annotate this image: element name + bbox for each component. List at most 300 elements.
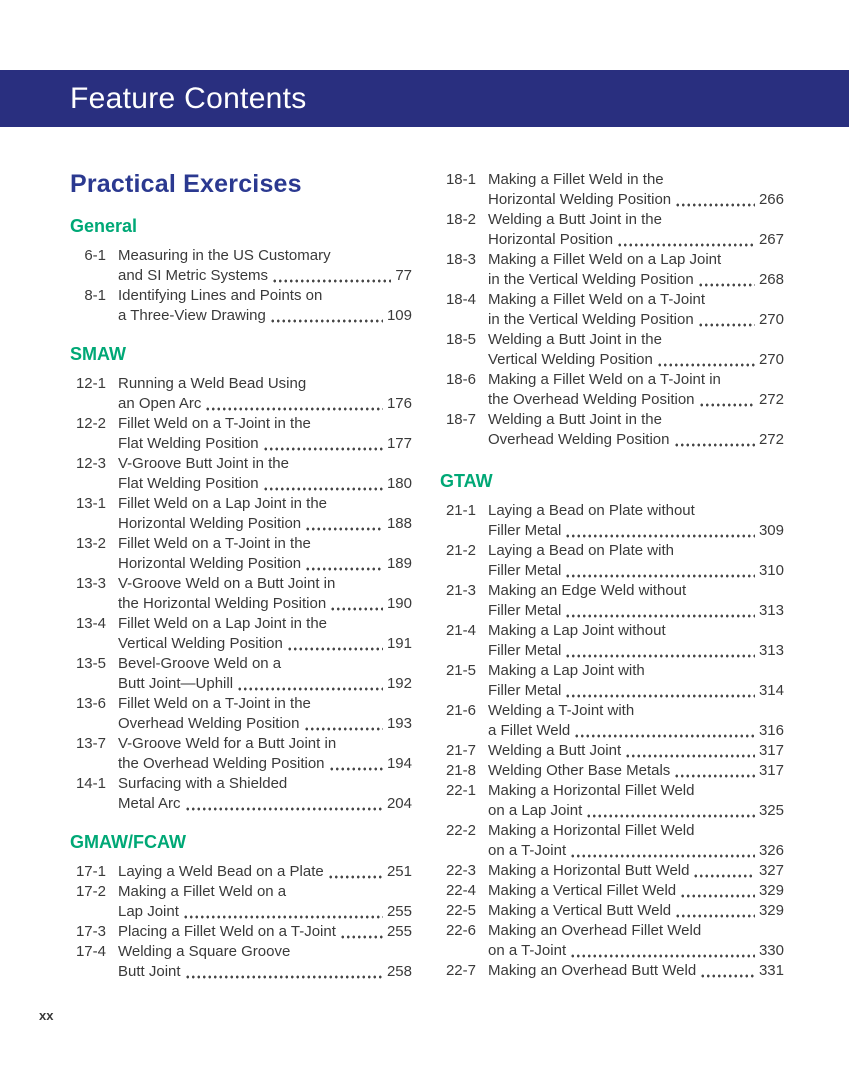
entry-last-line: [488, 430, 784, 450]
entry-line-text: Overhead Welding Position: [118, 715, 300, 732]
entry-last-line: [488, 521, 784, 541]
exercise-number: 13-5: [75, 655, 106, 672]
entry-title: [118, 454, 412, 494]
entry-line-text: Laying a Bead on Plate with: [488, 542, 674, 559]
dot-leader: [303, 714, 383, 734]
entry-last-line: [488, 961, 784, 981]
dot-leader: [328, 754, 383, 774]
entry-last-line: [118, 434, 412, 454]
exercise-number: 18-7: [445, 411, 476, 428]
entry-line-text: on a T-Joint: [488, 942, 567, 959]
dot-leader: [327, 862, 383, 882]
dot-leader: [184, 794, 383, 814]
entry-line-text: a Fillet Weld: [488, 722, 571, 739]
dot-leader: [262, 474, 383, 494]
entry-line-text: Flat Welding Position: [118, 475, 259, 492]
entry-title: [118, 694, 412, 734]
entry-title: [488, 290, 784, 330]
entry-last-line: [488, 310, 784, 330]
entry-title: [488, 961, 784, 981]
toc-entry: [70, 534, 412, 574]
exercise-number: 12-1: [75, 375, 106, 392]
entry-title: [118, 774, 412, 814]
exercise-number: 21-6: [445, 702, 476, 719]
entry-line-text: Laying a Bead on Plate without: [488, 502, 695, 519]
toc-entry: [70, 574, 412, 614]
dot-leader: [262, 434, 383, 454]
entry-line-text: Making an Edge Weld without: [488, 582, 687, 599]
entry-title: [118, 286, 412, 326]
entry-last-line: [118, 714, 412, 734]
entry-page-number: 317: [758, 742, 784, 759]
entry-title: [488, 210, 784, 250]
toc-entry: [440, 921, 784, 961]
dot-leader: [569, 841, 755, 861]
entry-line-text: Making an Overhead Fillet Weld: [488, 922, 702, 939]
toc-entry: [440, 290, 784, 330]
entry-title: [488, 370, 784, 410]
entry-title: [118, 862, 412, 882]
exercise-number: 22-6: [445, 922, 476, 939]
exercise-number: 18-6: [445, 371, 476, 388]
dot-leader: [569, 941, 755, 961]
entry-last-line: [488, 861, 784, 881]
entry-line-text: Measuring in the US Customary: [118, 247, 331, 264]
entry-title: [118, 734, 412, 774]
entry-line-text: Making an Overhead Butt Weld: [488, 962, 697, 979]
entry-last-line: [118, 474, 412, 494]
exercise-number: 13-6: [75, 695, 106, 712]
toc-entry: [70, 414, 412, 454]
entry-title: [488, 781, 784, 821]
entry-line-text: Filler Metal: [488, 522, 562, 539]
exercise-number: 21-1: [445, 502, 476, 519]
dot-leader: [564, 521, 755, 541]
entry-page-number: 314: [758, 682, 784, 699]
dot-leader: [573, 721, 755, 741]
exercise-number: 21-4: [445, 622, 476, 639]
entry-last-line: [488, 801, 784, 821]
entry-line-text: Metal Arc: [118, 795, 181, 812]
toc-entry: [440, 881, 784, 901]
entry-title: [118, 654, 412, 694]
toc-entry: [70, 286, 412, 326]
dot-leader: [674, 190, 755, 210]
entry-line-text: Horizontal Welding Position: [118, 515, 302, 532]
entry-page-number: 309: [758, 522, 784, 539]
entry-line-text: Fillet Weld on a T-Joint in the: [118, 695, 311, 712]
toc-entry: [70, 246, 412, 286]
entry-page-number: 251: [386, 863, 412, 880]
dot-leader: [204, 394, 383, 414]
entry-line-text: Fillet Weld on a Lap Joint in the: [118, 495, 328, 512]
entry-title: [488, 541, 784, 581]
exercise-number: 17-3: [75, 923, 106, 940]
entry-line-text: Welding a Butt Joint in the: [488, 331, 662, 348]
entry-last-line: [488, 561, 784, 581]
entry-line-text: Flat Welding Position: [118, 435, 259, 452]
exercise-number: 22-7: [445, 962, 476, 979]
toc-entry: [70, 882, 412, 922]
dot-leader: [564, 641, 755, 661]
exercise-number: 17-4: [75, 943, 106, 960]
toc-entry: [440, 661, 784, 701]
entry-line-text: Horizontal Welding Position: [488, 191, 672, 208]
entry-title: [488, 170, 784, 210]
dot-leader: [564, 681, 755, 701]
entry-last-line: [488, 230, 784, 250]
exercise-number: 22-4: [445, 882, 476, 899]
entry-line-text: Welding a T-Joint with: [488, 702, 635, 719]
entry-last-line: [488, 681, 784, 701]
toc-entry: [70, 734, 412, 774]
exercise-number: 13-2: [75, 535, 106, 552]
exercise-number: 13-4: [75, 615, 106, 632]
dot-leader: [304, 554, 383, 574]
entry-page-number: 272: [758, 391, 784, 408]
entry-title: [118, 494, 412, 534]
exercise-number: 8-1: [84, 287, 106, 304]
entry-last-line: [118, 554, 412, 574]
exercise-number: 21-8: [445, 762, 476, 779]
dot-leader: [286, 634, 383, 654]
toc-entry: [70, 862, 412, 882]
entry-line-text: V-Groove Weld on a Butt Joint in: [118, 575, 336, 592]
entry-line-text: the Overhead Welding Position: [118, 755, 325, 772]
entry-page-number: 317: [758, 762, 784, 779]
exercise-number: 6-1: [84, 247, 106, 264]
dot-leader: [673, 430, 755, 450]
entry-last-line: [118, 306, 412, 326]
toc-entry: [70, 454, 412, 494]
entry-line-text: the Horizontal Welding Position: [118, 595, 327, 612]
section-heading-gtaw: GTAW: [440, 471, 493, 491]
entry-page-number: 192: [386, 675, 412, 692]
entry-line-text: Horizontal Position: [488, 231, 614, 248]
entry-last-line: [488, 190, 784, 210]
entry-last-line: [118, 862, 412, 882]
dot-leader: [673, 761, 755, 781]
toc-entry: [70, 614, 412, 654]
toc-entry: [440, 701, 784, 741]
entry-page-number: 331: [758, 962, 784, 979]
entry-page-number: 327: [758, 862, 784, 879]
dot-leader: [339, 922, 383, 942]
toc-entry: [440, 410, 784, 450]
page-number: xx: [39, 1008, 54, 1023]
toc-entry: [440, 210, 784, 250]
exercise-number: 22-5: [445, 902, 476, 919]
dot-leader: [624, 741, 755, 761]
dot-leader: [674, 901, 755, 921]
entry-title: [488, 581, 784, 621]
entry-last-line: [118, 962, 412, 982]
toc-entry: [440, 501, 784, 541]
entry-page-number: 191: [386, 635, 412, 652]
exercise-number: 14-1: [75, 775, 106, 792]
entry-title: [488, 821, 784, 861]
entry-line-text: Identifying Lines and Points on: [118, 287, 323, 304]
toc-entry: [440, 861, 784, 881]
entry-line-text: Making a Horizontal Butt Weld: [488, 862, 690, 879]
entry-line-text: Overhead Welding Position: [488, 431, 670, 448]
dot-leader: [692, 861, 754, 881]
exercise-number: 13-3: [75, 575, 106, 592]
entry-line-text: Making a Vertical Fillet Weld: [488, 882, 677, 899]
dot-leader: [698, 390, 755, 410]
entry-title: [118, 614, 412, 654]
entry-last-line: [488, 901, 784, 921]
toc-entry: [70, 774, 412, 814]
entry-page-number: 255: [386, 923, 412, 940]
dot-leader: [679, 881, 755, 901]
toc-entry: [70, 374, 412, 414]
entry-line-text: in the Vertical Welding Position: [488, 311, 694, 328]
exercise-number: 18-3: [445, 251, 476, 268]
entry-title: [488, 330, 784, 370]
toc-entry: [440, 741, 784, 761]
entry-last-line: [488, 390, 784, 410]
toc-entry: [70, 942, 412, 982]
toc-entry: [440, 250, 784, 290]
entry-title: [488, 761, 784, 781]
entry-page-number: 325: [758, 802, 784, 819]
exercise-number: 18-1: [445, 171, 476, 188]
entry-last-line: [118, 754, 412, 774]
entry-line-text: Vertical Welding Position: [118, 635, 283, 652]
entry-title: [488, 621, 784, 661]
entry-page-number: 188: [386, 515, 412, 532]
entry-last-line: [488, 601, 784, 621]
toc-entry: [70, 694, 412, 734]
entry-page-number: 268: [758, 271, 784, 288]
entry-line-text: Lap Joint: [118, 903, 179, 920]
entry-line-text: Welding a Square Groove: [118, 943, 291, 960]
entry-page-number: 329: [758, 902, 784, 919]
toc-entry: [440, 541, 784, 581]
toc-entry: [440, 821, 784, 861]
entry-last-line: [118, 394, 412, 414]
entry-last-line: [118, 634, 412, 654]
entry-title: [118, 922, 412, 942]
entry-page-number: 266: [758, 191, 784, 208]
entry-page-number: 177: [386, 435, 412, 452]
dot-leader: [697, 270, 755, 290]
entry-line-text: Making a Fillet Weld on a Lap Joint: [488, 251, 722, 268]
dot-leader: [304, 514, 383, 534]
toc-column-left: [70, 170, 412, 982]
entry-title: [118, 574, 412, 614]
toc-entry: [70, 922, 412, 942]
entry-page-number: 313: [758, 642, 784, 659]
exercise-number: 13-1: [75, 495, 106, 512]
entry-last-line: [118, 794, 412, 814]
entry-line-text: Surfacing with a Shielded: [118, 775, 288, 792]
entry-line-text: Butt Joint—Uphill: [118, 675, 234, 692]
dot-leader: [697, 310, 755, 330]
entry-title: [118, 374, 412, 414]
toc-entry: [440, 170, 784, 210]
toc-entry: [440, 901, 784, 921]
entry-last-line: [118, 594, 412, 614]
toc-entry: [70, 654, 412, 694]
exercise-number: 21-2: [445, 542, 476, 559]
entry-last-line: [118, 266, 412, 286]
exercise-number: 17-2: [75, 883, 106, 900]
dot-leader: [616, 230, 755, 250]
entry-line-text: Filler Metal: [488, 682, 562, 699]
entry-last-line: [488, 761, 784, 781]
chapter-header-band: [0, 70, 849, 127]
entry-title: [488, 901, 784, 921]
entry-last-line: [488, 841, 784, 861]
entry-line-text: Making a Fillet Weld on a: [118, 883, 287, 900]
entry-page-number: 316: [758, 722, 784, 739]
entry-title: [488, 410, 784, 450]
toc-entry: [440, 961, 784, 981]
entry-last-line: [488, 721, 784, 741]
entry-page-number: 330: [758, 942, 784, 959]
section-heading-general: General: [70, 216, 138, 236]
dot-leader: [184, 962, 383, 982]
entry-line-text: on a T-Joint: [488, 842, 567, 859]
entry-page-number: 258: [386, 963, 412, 980]
entry-page-number: 189: [386, 555, 412, 572]
entry-line-text: Making a Horizontal Fillet Weld: [488, 782, 695, 799]
dot-leader: [182, 902, 383, 922]
exercise-number: 22-2: [445, 822, 476, 839]
section-heading-smaw: SMAW: [70, 344, 126, 364]
entry-line-text: Welding a Butt Joint in the: [488, 211, 662, 228]
entry-line-text: Making a Fillet Weld on a T-Joint in: [488, 371, 721, 388]
dot-leader: [269, 306, 383, 326]
dot-leader: [236, 674, 383, 694]
exercise-number: 18-2: [445, 211, 476, 228]
dot-leader: [564, 601, 755, 621]
entry-line-text: Welding Other Base Metals: [488, 762, 671, 779]
entry-title: [118, 882, 412, 922]
dot-leader: [656, 350, 755, 370]
entry-title: [488, 701, 784, 741]
entry-line-text: in the Vertical Welding Position: [488, 271, 694, 288]
entry-page-number: 180: [386, 475, 412, 492]
entry-line-text: the Overhead Welding Position: [488, 391, 695, 408]
entry-line-text: Making a Fillet Weld in the: [488, 171, 664, 188]
toc-entry: [440, 781, 784, 821]
entry-page-number: 176: [386, 395, 412, 412]
toc-column-right: [440, 170, 784, 981]
entry-title: [488, 250, 784, 290]
entry-page-number: 270: [758, 351, 784, 368]
entry-line-text: Filler Metal: [488, 642, 562, 659]
exercise-number: 12-2: [75, 415, 106, 432]
dot-leader: [564, 561, 755, 581]
exercise-number: 18-5: [445, 331, 476, 348]
entry-line-text: Fillet Weld on a T-Joint in the: [118, 535, 311, 552]
entry-page-number: 77: [395, 267, 412, 284]
entry-page-number: 313: [758, 602, 784, 619]
entry-title: [488, 501, 784, 541]
entry-page-number: 109: [386, 307, 412, 324]
entry-line-text: Fillet Weld on a Lap Joint in the: [118, 615, 328, 632]
toc-entry: [440, 370, 784, 410]
entry-last-line: [488, 641, 784, 661]
entry-last-line: [118, 514, 412, 534]
entry-line-text: Running a Weld Bead Using: [118, 375, 307, 392]
entry-page-number: 193: [386, 715, 412, 732]
entry-page-number: 190: [386, 595, 412, 612]
entry-page-number: 326: [758, 842, 784, 859]
page-header-title: Feature Contents: [70, 82, 307, 115]
entry-line-text: an Open Arc: [118, 395, 202, 412]
entry-page-number: 310: [758, 562, 784, 579]
exercise-number: 21-3: [445, 582, 476, 599]
dot-leader: [585, 801, 755, 821]
entry-line-text: Vertical Welding Position: [488, 351, 653, 368]
entry-line-text: Laying a Weld Bead on a Plate: [118, 863, 324, 880]
entry-line-text: Making a Lap Joint with: [488, 662, 645, 679]
entry-last-line: [118, 922, 412, 942]
toc-entry: [440, 761, 784, 781]
toc-entry: [440, 621, 784, 661]
exercise-number: 22-3: [445, 862, 476, 879]
entry-line-text: Making a Lap Joint without: [488, 622, 666, 639]
entry-line-text: V-Groove Butt Joint in the: [118, 455, 289, 472]
entry-line-text: Bevel-Groove Weld on a: [118, 655, 282, 672]
entry-line-text: Welding a Butt Joint in the: [488, 411, 662, 428]
entry-title: [488, 661, 784, 701]
entry-line-text: Filler Metal: [488, 602, 562, 619]
entry-line-text: Fillet Weld on a T-Joint in the: [118, 415, 311, 432]
dot-leader: [329, 594, 383, 614]
entry-last-line: [488, 741, 784, 761]
entry-title: [488, 881, 784, 901]
toc-entry: [440, 330, 784, 370]
entry-last-line: [118, 902, 412, 922]
entry-line-text: a Three-View Drawing: [118, 307, 266, 324]
entry-line-text: Making a Vertical Butt Weld: [488, 902, 672, 919]
entry-line-text: on a Lap Joint: [488, 802, 583, 819]
entry-line-text: Welding a Butt Joint: [488, 742, 622, 759]
entry-title: [118, 246, 412, 286]
entry-title: [118, 942, 412, 982]
dot-leader: [699, 961, 755, 981]
entry-line-text: Butt Joint: [118, 963, 181, 980]
entry-line-text: Horizontal Welding Position: [118, 555, 302, 572]
entry-title: [488, 741, 784, 761]
entry-title: [488, 861, 784, 881]
entry-line-text: Making a Fillet Weld on a T-Joint: [488, 291, 706, 308]
exercise-number: 21-5: [445, 662, 476, 679]
entry-title: [118, 534, 412, 574]
entry-line-text: Placing a Fillet Weld on a T-Joint: [118, 923, 336, 940]
entry-line-text: V-Groove Weld for a Butt Joint in: [118, 735, 337, 752]
exercise-number: 22-1: [445, 782, 476, 799]
entry-line-text: Making a Horizontal Fillet Weld: [488, 822, 695, 839]
entry-last-line: [488, 881, 784, 901]
entry-title: [118, 414, 412, 454]
exercise-number: 12-3: [75, 455, 106, 472]
entry-page-number: 329: [758, 882, 784, 899]
exercise-number: 17-1: [75, 863, 106, 880]
entry-title: [488, 921, 784, 961]
entry-page-number: 255: [386, 903, 412, 920]
entry-last-line: [488, 350, 784, 370]
entry-last-line: [488, 941, 784, 961]
entry-page-number: 270: [758, 311, 784, 328]
entry-page-number: 204: [386, 795, 412, 812]
entry-page-number: 272: [758, 431, 784, 448]
